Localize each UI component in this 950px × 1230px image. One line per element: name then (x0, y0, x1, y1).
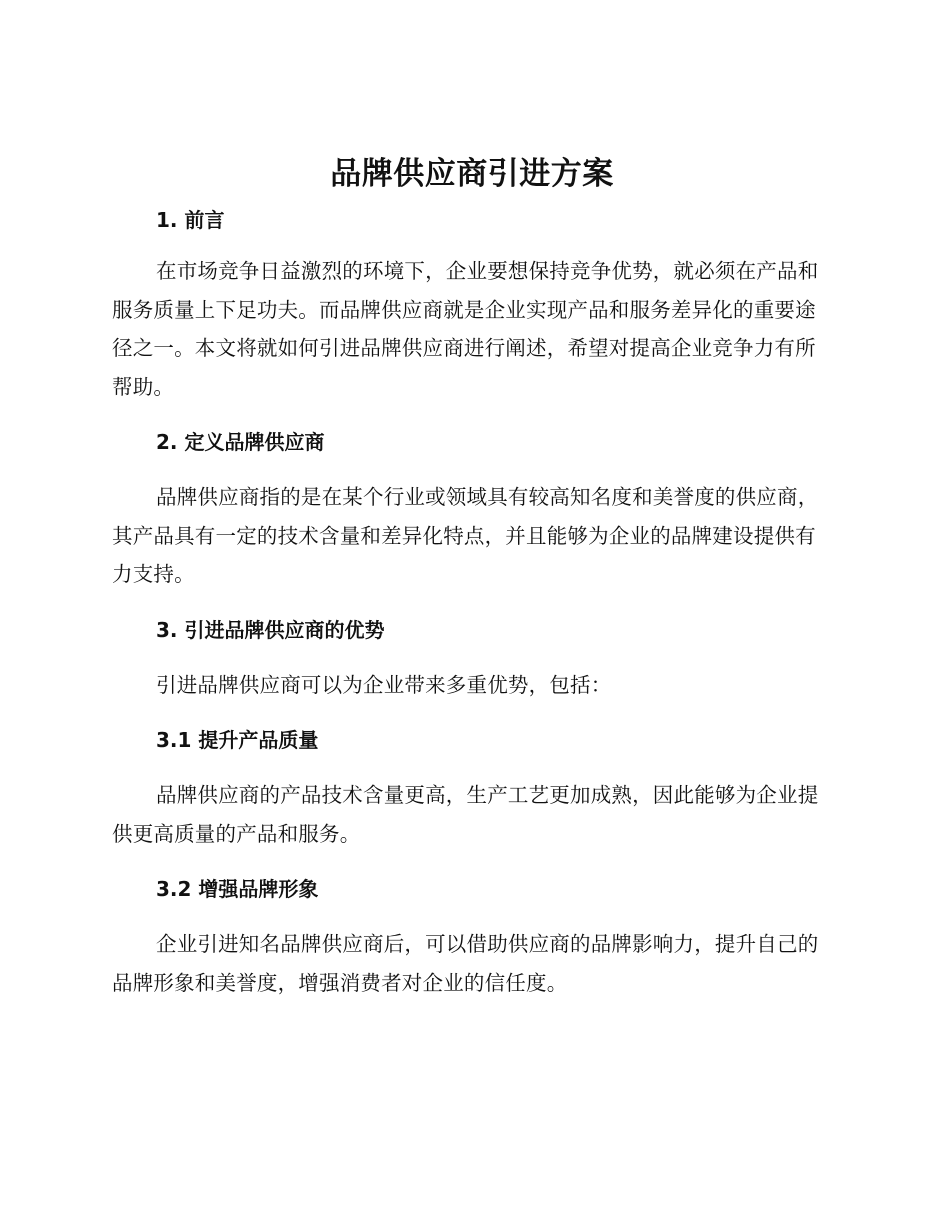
section-heading-brand-image: 3.2 增强品牌形象 (156, 877, 319, 901)
section-paragraph-advantages: 引进品牌供应商可以为企业带来多重优势，包括： (156, 672, 612, 697)
section-paragraph-preface: 在市场竞争日益激烈的环境下，企业要想保持竞争优势，就必须在产品和服务质量上下足功夫。而品牌供应商就是企业实现产品和服务差异化的重要途径之一。本文将就如何引进品牌供应商进行阐述，希望对提高企业竞争力有所帮助。 (112, 259, 819, 399)
document-page (112, 148, 832, 1002)
section-heading-advantages: 3. 引进品牌供应商的优势 (156, 617, 385, 642)
section-paragraph-definition: 品牌供应商指的是在某个行业或领域具有较高知名度和美誉度的供应商，其产品具有一定的技术含量和差异化特点，并且能够为企业的品牌建设提供有力支持。 (112, 485, 819, 586)
section-heading-preface: 1. 前言 (156, 208, 225, 232)
section-paragraph-quality: 品牌供应商的产品技术含量更高，生产工艺更加成熟，因此能够为企业提供更高质量的产品和服务。 (112, 783, 819, 846)
section-heading-definition: 2. 定义品牌供应商 (156, 430, 325, 454)
section-paragraph-brand-image: 企业引进知名品牌供应商后，可以借助供应商的品牌影响力，提升自己的品牌形象和美誉度，增强消费者对企业的信任度。 (112, 932, 819, 995)
section-heading-quality: 3.1 提升产品质量 (156, 728, 319, 752)
document-title: 品牌供应商引进方案 (330, 156, 614, 192)
